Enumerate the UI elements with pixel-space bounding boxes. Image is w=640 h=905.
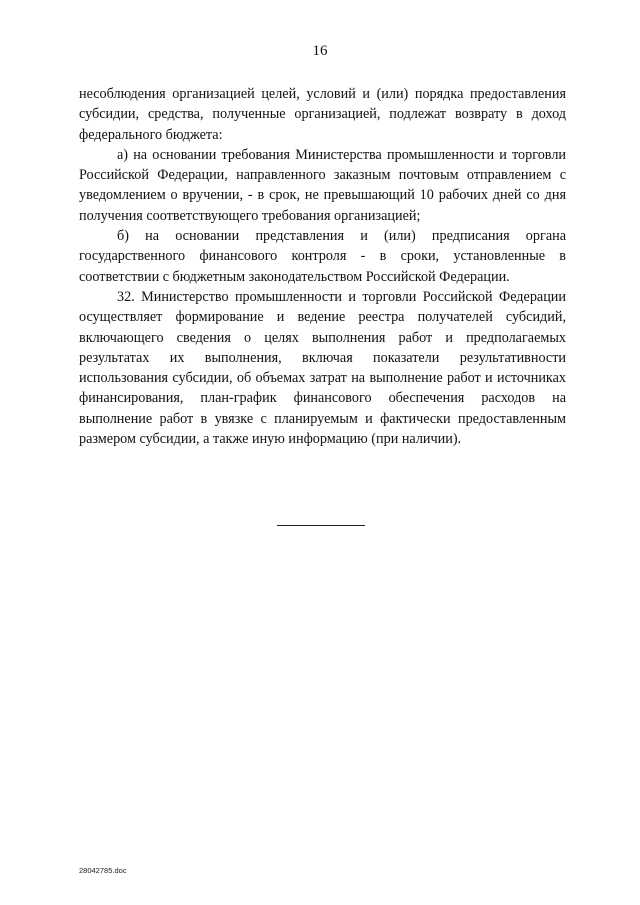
paragraph-continuation: несоблюдения организацией целей, условий и (или) порядка предоставления субсидии, средства, полученные организацией, подлежат возврату в доход федерального бюджета:	[79, 86, 566, 143]
document-file-code: 28042785.doc	[79, 866, 127, 875]
paragraph-item-b: б) на основании представления и (или) предписания органа государственного финансового контроля - в сроки, установленные в соответствии с бюджетным законодательством Российской Федерации.	[79, 228, 566, 285]
page-number: 16	[312, 43, 328, 59]
end-separator-line	[277, 525, 365, 526]
document-body	[79, 84, 566, 449]
paragraph-item-a: а) на основании требования Министерства промышленности и торговли Российской Федерации, направленного заказным почтовым отправлением с уведомлением о вручении, - в срок, не превышающий 10 рабочих дней со дня получения соответствующего требования организацией;	[79, 146, 566, 224]
paragraph-32: 32. Министерство промышленности и торговли Российской Федерации осуществляет формирование и ведение реестра получателей субсидий, включающего сведения о целях выполнения работ и предполагаемых результатах их выполнения, включая показатели результативности использования субсидии, об объемах затрат на выполнение работ и источниках финансирования, план-график финансового обеспечения расходов на выполнение работ в увязке с планируемым и фактически предоставленным размером субсидии, а также иную информацию (при наличии).	[79, 288, 566, 448]
